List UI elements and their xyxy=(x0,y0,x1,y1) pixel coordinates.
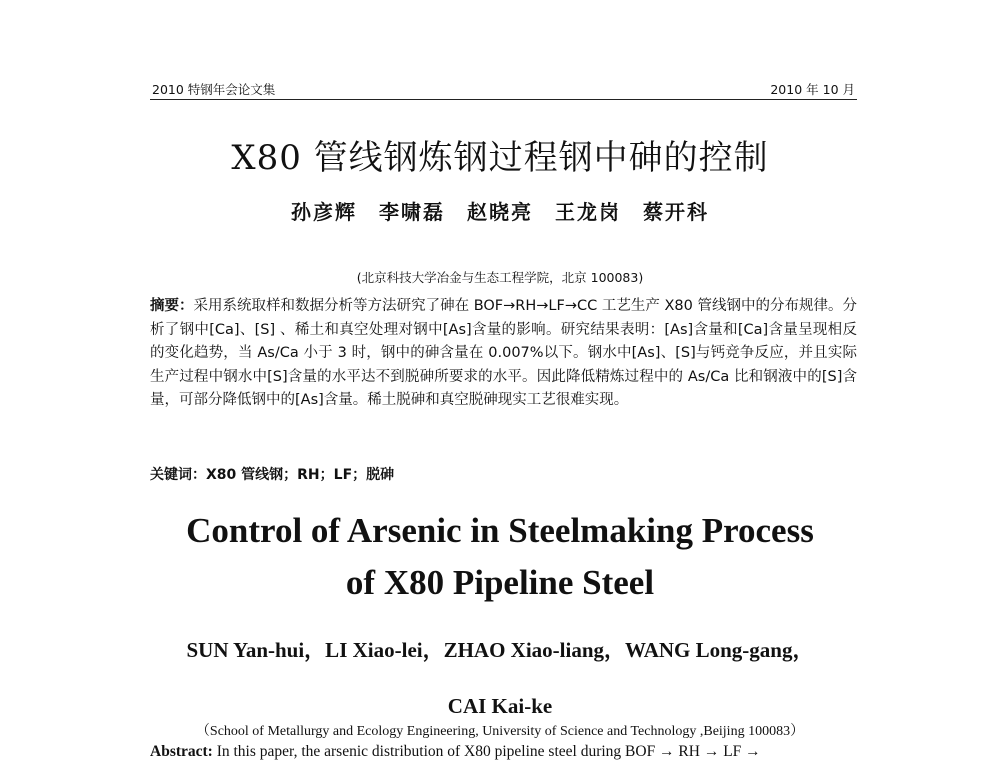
chinese-title: X80 管线钢炼钢过程钢中砷的控制 xyxy=(231,138,769,178)
chinese-abstract-label: 摘要： xyxy=(150,298,194,314)
chinese-abstract-text: 采用系统取样和数据分析等方法研究了砷在 BOF→RH→LF→CC 工艺生产 X80 管线钢中的分布规律。分析了钢中[Ca]、[S] 、稀土和真空处理对钢中[As]含量的影响。研究结果表明：[As]含量和[Ca]含量呈现相反的变化趋势，当 As/Ca 小于 3 时，钢中的砷含量在 0.007%以下。钢水中[As]、[S]与钙竞争反应，并且实际生产过程中钢水中[S]含量的水平达不到脱砷所要求的水平。因此降低精炼过程中的 As/Ca 比和钢液中的[S]含量，可部分降低钢中的[As]含量。稀土脱砷和真空脱砷现实工艺很难实现。 xyxy=(150,298,858,408)
english-authors-line-1: SUN Yan-hui，LI Xiao-lei，ZHAO Xiao-liang，WANG Long-gang， xyxy=(186,638,814,662)
english-abstract-label: Abstract: xyxy=(150,743,213,760)
header-rule xyxy=(150,99,857,100)
english-abstract-text: In this paper, the arsenic distribution of X80 pipeline steel during BOF → RH → LF → xyxy=(216,743,761,760)
english-abstract xyxy=(150,743,857,761)
chinese-authors: 孙彦辉 李啸磊 赵晓亮 王龙岗 蔡开科 xyxy=(291,200,709,224)
chinese-affiliation: (北京科技大学冶金与生态工程学院，北京 100083) xyxy=(356,270,644,285)
english-title-line-1: Control of Arsenic in Steelmaking Process xyxy=(186,511,814,550)
english-authors-line-2: CAI Kai-ke xyxy=(447,694,553,718)
english-title xyxy=(0,505,1000,609)
english-authors xyxy=(0,622,1000,734)
english-affiliation: （School of Metallurgy and Ecology Engineering, University of Science and Technology ,Beijing 100083） xyxy=(195,724,805,739)
chinese-abstract xyxy=(150,295,857,413)
running-header-right: 2010 年 10 月 xyxy=(770,82,855,97)
running-header-left: 2010 特钢年会论文集 xyxy=(152,82,276,97)
chinese-keywords: 关键词：X80 管线钢；RH；LF；脱砷 xyxy=(150,467,395,483)
english-title-line-2: of X80 Pipeline Steel xyxy=(345,563,655,602)
